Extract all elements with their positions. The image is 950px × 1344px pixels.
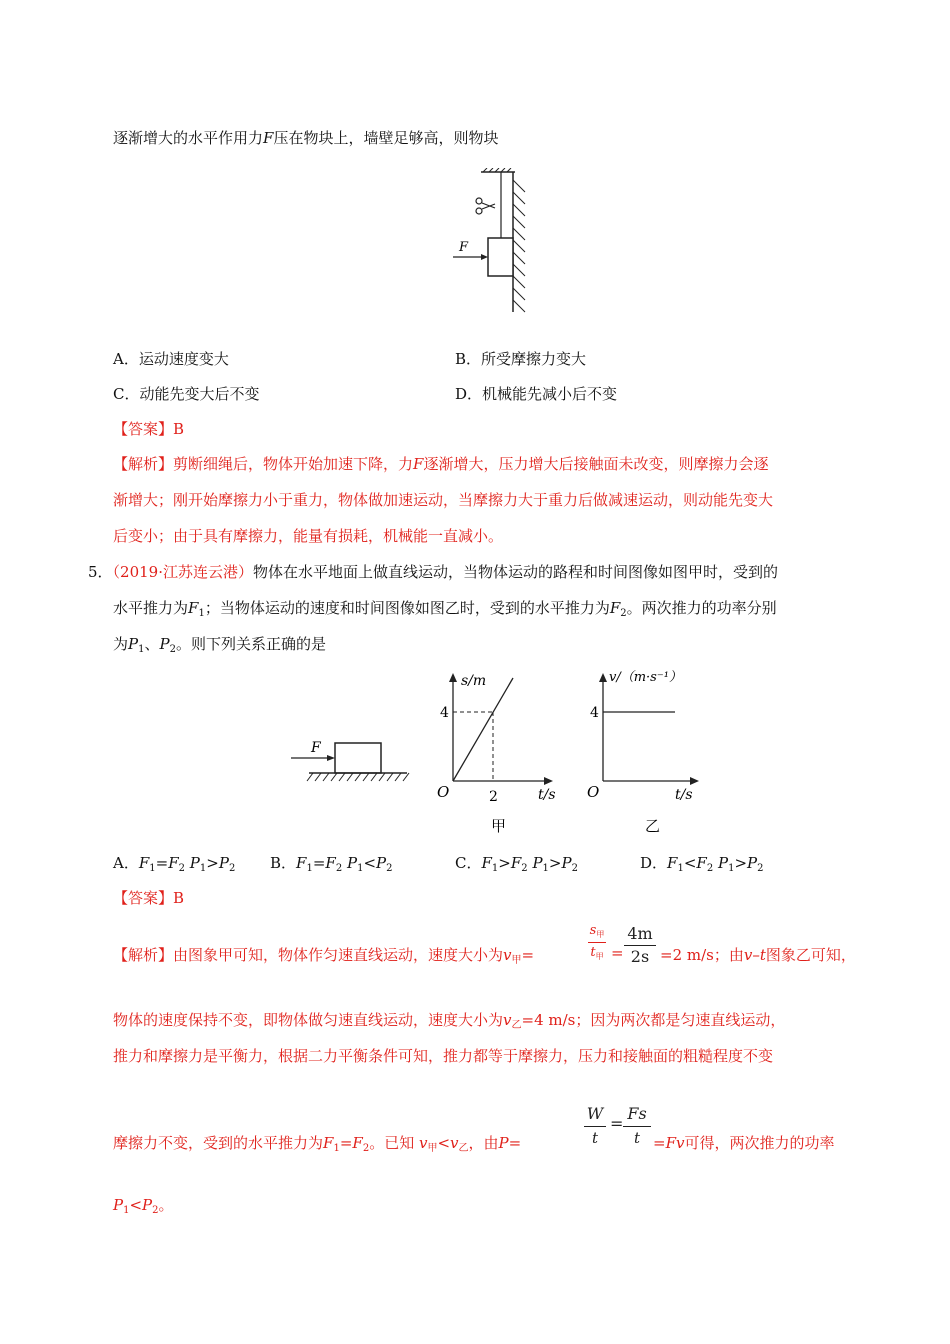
q4-option-d: D．机械能先减小后不变: [455, 385, 618, 403]
q5-answer: 【答案】B: [113, 889, 185, 907]
q5-option-d: D．$F_1<F_2$ $P_1>P_2$: [640, 854, 764, 874]
q5-option-c: C．$F_1>F_2$ $P_1>P_2$: [455, 854, 578, 874]
q5-graph2-xlabel: t/s: [675, 787, 693, 803]
q5-frac-w-over-t: W t: [584, 1106, 606, 1146]
q5-graph2-ytick: 4: [590, 705, 599, 721]
q5-stem-line1: 5．（2019·江苏连云港）物体在水平地面上做直线运动，当物体运动的路程和时间图像如图甲时，受到的: [88, 563, 779, 581]
q5-stem-line3: 为$P_1$、$P_2$。则下列关系正确的是: [113, 635, 326, 655]
q5-block-diagram: [291, 740, 409, 781]
q5-analysis-line1b: =2 m/s；由v–t图象乙可知，: [660, 946, 856, 964]
q4-option-b: B．所受摩擦力变大: [455, 350, 587, 368]
q5-eq2: =: [611, 944, 624, 962]
q4-analysis-line1: 【解析】剪断细绳后，物体开始加速下降，力F逐渐增大，压力增大后接触面未改变，则摩擦力会逐: [113, 455, 769, 473]
q5-frac-4m-over-2s: 4m 2s: [624, 926, 656, 965]
q5-graph-yi: [587, 669, 699, 835]
q5-graph1-caption: 甲: [491, 817, 507, 835]
q5-graph2-origin: O: [587, 783, 600, 801]
q4-analysis-line3: 后变小；由于具有摩擦力，能量有损耗，机械能一直减小。: [113, 527, 504, 545]
q4-stem: 逐渐增大的水平作用力F压在物块上，墙壁足够高，则物块: [113, 129, 499, 147]
q4-wall-figure: [445, 168, 535, 318]
q5-analysis-line1a: 【解析】由图象甲可知，物体作匀速直线运动，速度大小为$v_甲=$: [113, 946, 535, 966]
q5-figure: [285, 665, 705, 840]
q5-frac-s-over-t: $s_甲$ $t_甲$: [589, 923, 605, 961]
q5-graph1-ytick: 4: [440, 705, 449, 721]
q5-analysis-line4b: =Fv可得，两次推力的功率: [653, 1134, 835, 1152]
q5-graph1-origin: O: [437, 783, 450, 801]
q5-stem-line2: 水平推力为$F_1$；当物体运动的速度和时间图像如图乙时，受到的水平推力为$F_2$。两次推力的功率分别: [113, 599, 777, 619]
q5-analysis-line4a: 摩擦力不变，受到的水平推力为$F_1=F_2$。已知 $v_甲<v_乙$，由P=: [113, 1134, 522, 1154]
q5-graph1-xlabel: t/s: [538, 787, 556, 803]
q5-frac-fs-over-t: Fs t: [623, 1106, 651, 1146]
q5-option-a: A．$F_1=F_2$ $P_1>P_2$: [113, 854, 236, 874]
q5-eq3: =: [610, 1114, 624, 1133]
scissors-icon: [476, 198, 495, 214]
q5-graph2-caption: 乙: [645, 817, 661, 835]
q4-option-a: A．运动速度变大: [113, 350, 229, 368]
q4-figure-f-label: F: [459, 240, 469, 255]
q5-analysis-line3: 推力和摩擦力是平衡力，根据二力平衡条件可知，推力都等于摩擦力，压力和接触面的粗糙程度不变: [113, 1047, 774, 1065]
q5-analysis-line2: 物体的速度保持不变，即物体做匀速直线运动，速度大小为$v_乙=4$ m/s；因为两次都是匀速直线运动，: [113, 1011, 786, 1031]
q5-graph-jia: [437, 673, 556, 835]
q5-graph2-ylabel: v/（m·s⁻¹）: [609, 670, 682, 685]
q5-force-label: F: [311, 740, 321, 756]
q5-graph1-xtick: 2: [489, 789, 498, 805]
q5-graph1-ylabel: s/m: [461, 673, 487, 689]
q4-analysis-line2: 渐增大；刚开始摩擦力小于重力，物体做加速运动，当摩擦力大于重力后做减速运动，则动能先变大: [113, 491, 774, 509]
q5-option-b: B．$F_1=F_2$ $P_1<P_2$: [270, 854, 393, 874]
q4-option-c: C．动能先变大后不变: [113, 385, 260, 403]
q5-analysis-line5: $P_1<P_2$。: [113, 1196, 174, 1216]
q4-answer: 【答案】B: [113, 420, 185, 438]
